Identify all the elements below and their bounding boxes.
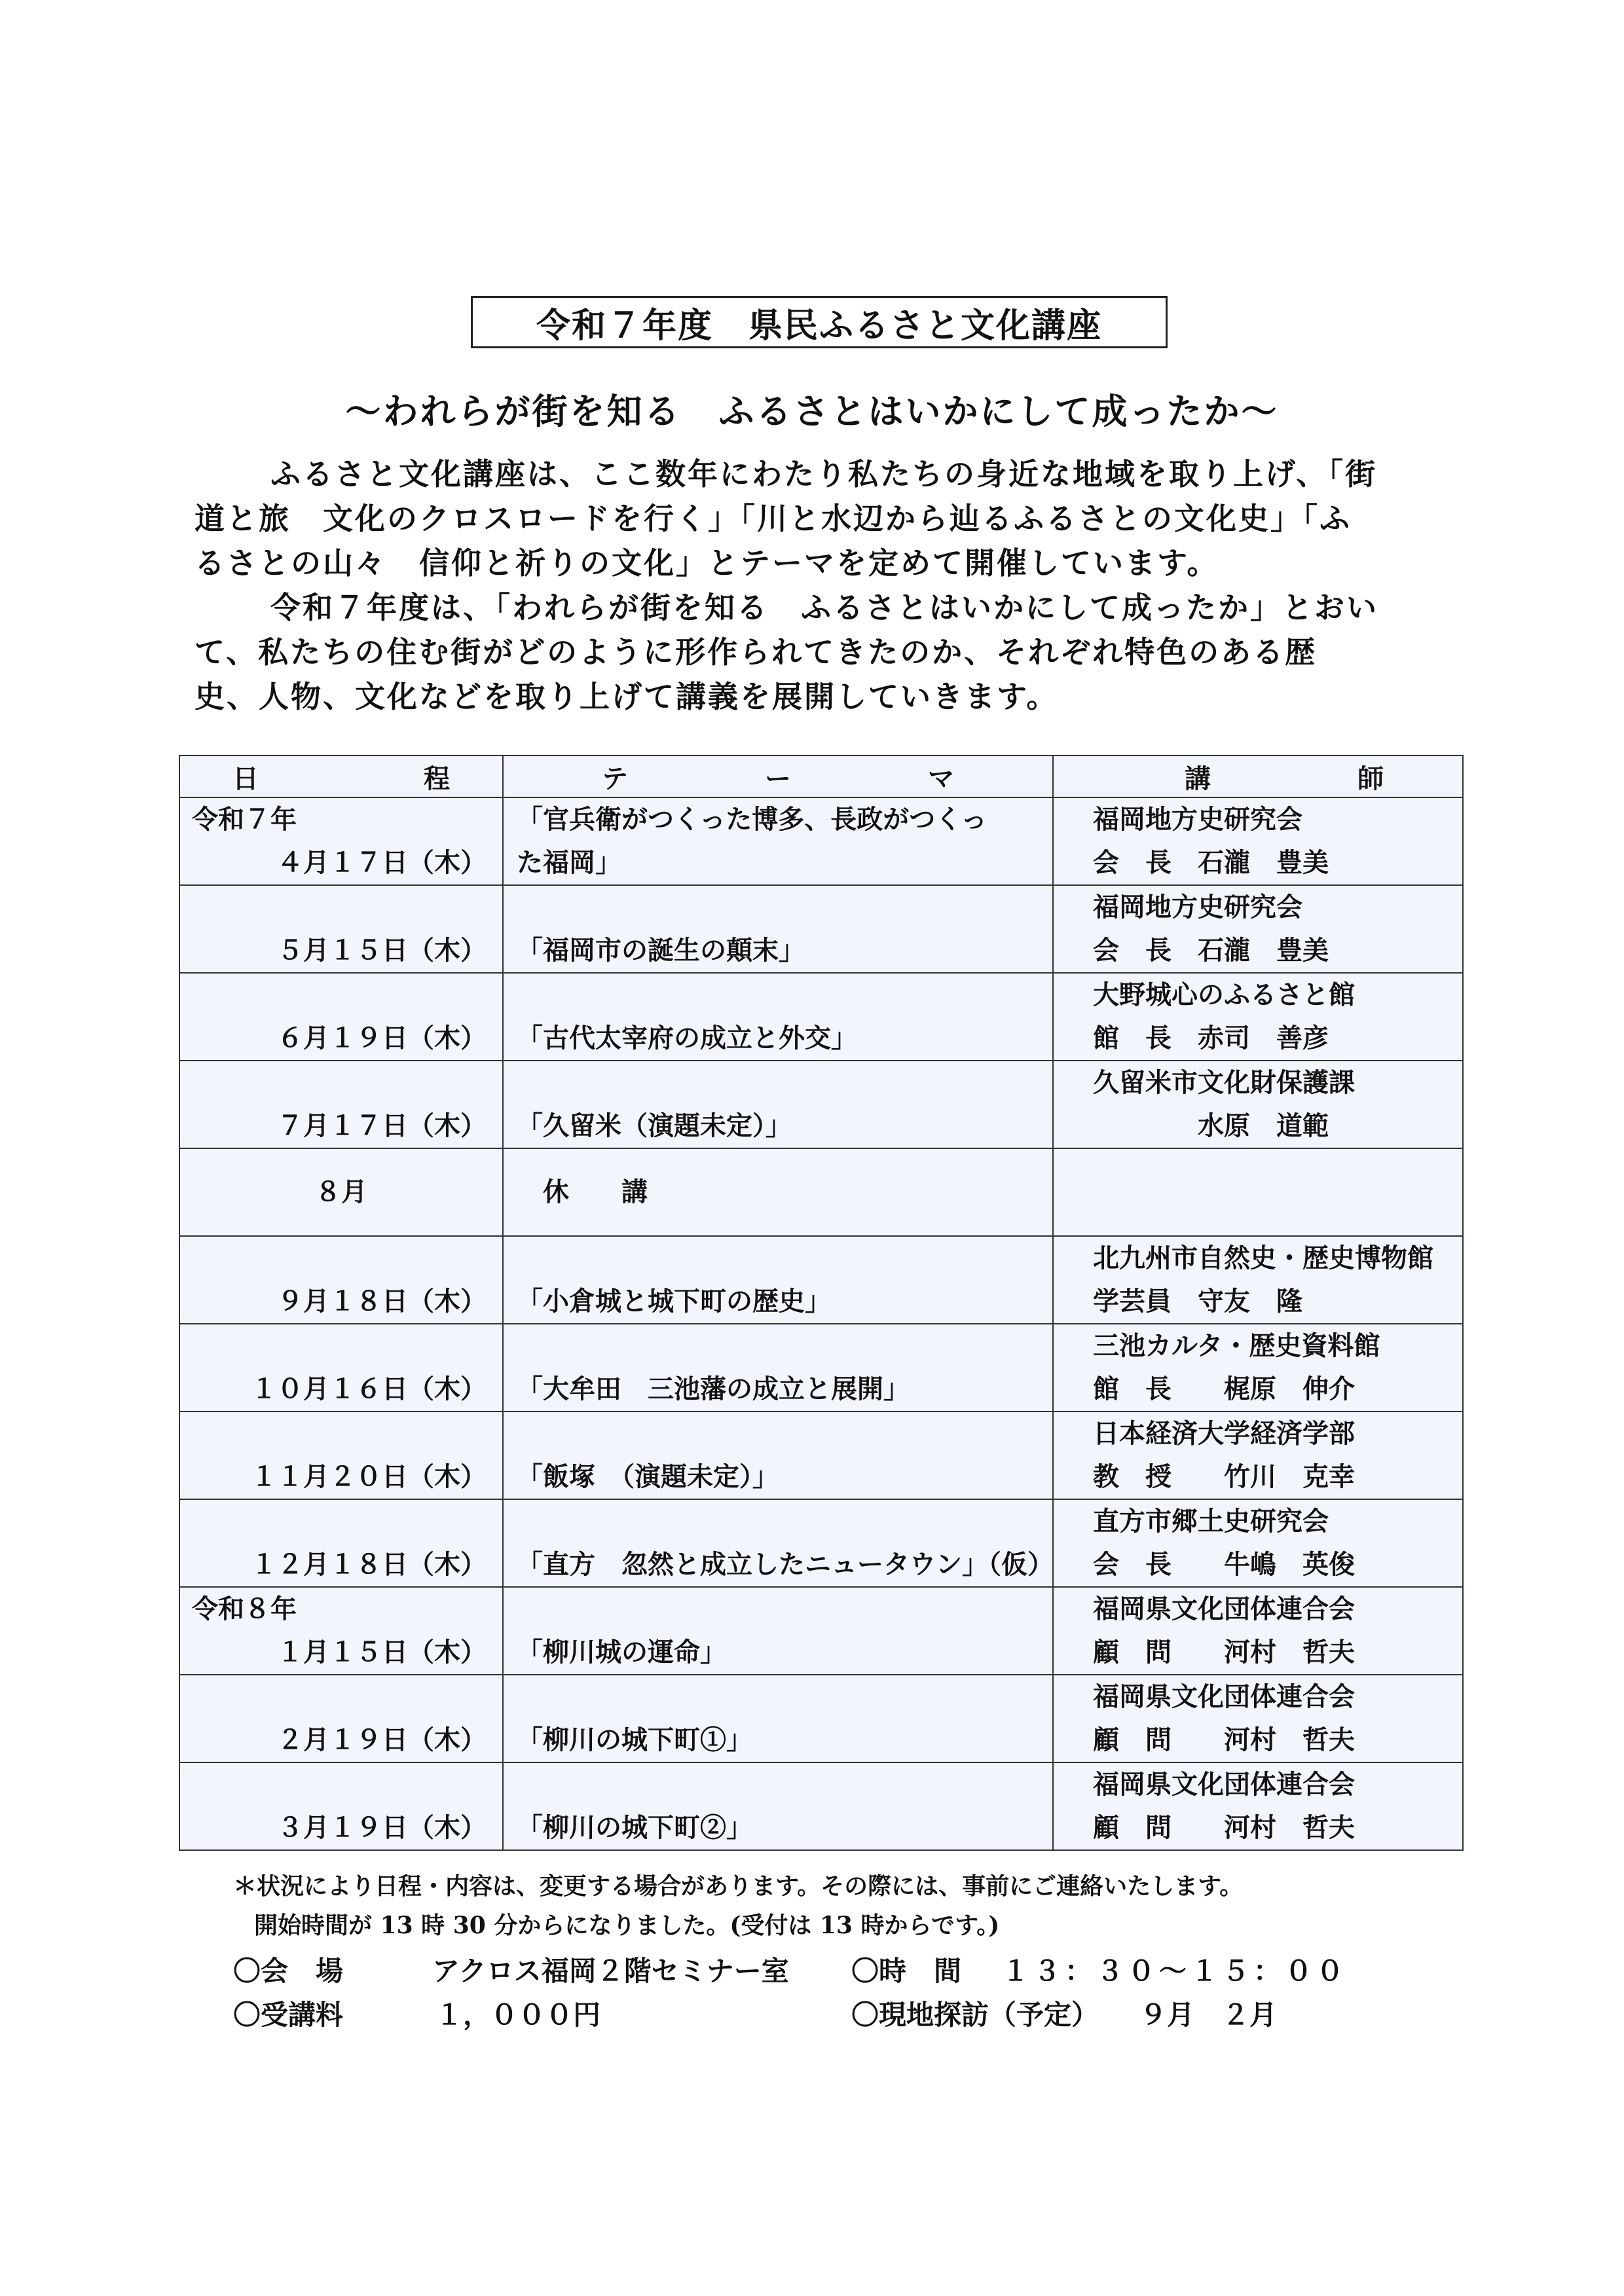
date-cell bbox=[179, 797, 503, 885]
session-year bbox=[180, 974, 502, 1017]
session-date: １０月１６日（木） bbox=[251, 1374, 487, 1404]
table-row bbox=[179, 1148, 1463, 1236]
table-row bbox=[179, 885, 1463, 973]
session-date: １２月１８日（木） bbox=[251, 1549, 487, 1580]
session-theme-line1 bbox=[504, 1412, 1052, 1455]
session-theme: 「柳川の城下町②」 bbox=[517, 1812, 752, 1843]
session-theme: 「飯塚 （演題未定）」 bbox=[517, 1461, 779, 1492]
session-theme: 休 講 bbox=[543, 1176, 648, 1207]
intro-line: 令和７年度は、「われらが街を知る ふるさとはいかにして成ったか」とおい bbox=[270, 590, 1378, 625]
lecturer-organization: 大野城心のふるさと館 bbox=[1093, 979, 1355, 1010]
session-date: ９月１８日（木） bbox=[277, 1286, 487, 1317]
time-label: 〇時 間 bbox=[851, 1955, 962, 1987]
session-year bbox=[180, 1763, 502, 1806]
intro-text bbox=[194, 452, 1411, 719]
venue-label: 〇会 場 bbox=[233, 1955, 344, 1987]
session-date: １月１５日（木） bbox=[277, 1637, 487, 1667]
lecturer-name: 教 授 竹川 克幸 bbox=[1093, 1461, 1355, 1492]
table-row bbox=[179, 973, 1463, 1061]
date-cell bbox=[179, 885, 503, 973]
header-lecturer: 講 師 bbox=[1053, 756, 1463, 797]
lecturer-cell bbox=[1053, 1762, 1463, 1850]
session-year bbox=[180, 1500, 502, 1543]
intro-line: て、私たちの住む街がどのように形作られてきたのか、それぞれ特色のある歴 bbox=[194, 634, 1318, 670]
table-row bbox=[179, 1061, 1463, 1148]
session-year bbox=[180, 1675, 502, 1719]
lecturer-cell bbox=[1053, 1587, 1463, 1675]
session-theme: 「古代太宰府の成立と外交」 bbox=[517, 1023, 857, 1053]
start-time-note: 開始時間が 13 時 30 分からになりました。(受付は 13 時からです。) bbox=[254, 1912, 1000, 1939]
session-theme: 「久留米（演題未定）」 bbox=[517, 1110, 792, 1141]
session-theme: た福岡」 bbox=[517, 847, 621, 878]
lecturer-name: 水原 道範 bbox=[1093, 1110, 1329, 1141]
theme-cell bbox=[503, 885, 1053, 973]
session-year: 令和７年 bbox=[192, 804, 297, 835]
theme-cell bbox=[503, 1587, 1053, 1675]
session-theme-line1 bbox=[504, 886, 1052, 929]
date-cell bbox=[179, 1499, 503, 1587]
session-theme: 「直方 忽然と成立したニュータウン」（仮） bbox=[517, 1549, 1054, 1580]
table-row bbox=[179, 1675, 1463, 1762]
intro-line: るさとの山々 信仰と祈りの文化」とテーマを定めて開催しています。 bbox=[194, 545, 1219, 581]
session-theme-line1 bbox=[504, 1588, 1052, 1631]
date-cell bbox=[179, 1587, 503, 1675]
schedule-change-note: ＊状況により日程・内容は、変更する場合があります。その際には、事前にご連絡いたします。 bbox=[233, 1872, 1244, 1900]
table-row bbox=[179, 797, 1463, 885]
lecturer-cell bbox=[1053, 1499, 1463, 1587]
theme-cell bbox=[503, 1762, 1053, 1850]
document-subtitle: ～われらが街を知る ふるさとはいかにして成ったか～ bbox=[345, 390, 1279, 432]
session-date: ６月１９日（木） bbox=[277, 1023, 487, 1053]
lecturer-organization: 福岡地方史研究会 bbox=[1093, 892, 1302, 922]
session-theme-line1 bbox=[504, 1237, 1052, 1280]
theme-cell bbox=[503, 797, 1053, 885]
session-year bbox=[180, 1237, 502, 1280]
lecturer-cell bbox=[1053, 1324, 1463, 1412]
lecturer-name: 館 長 赤司 善彦 bbox=[1093, 1023, 1329, 1053]
session-theme: 「柳川城の運命」 bbox=[517, 1637, 726, 1667]
lecturer-cell bbox=[1053, 1061, 1463, 1148]
table-row bbox=[179, 1499, 1463, 1587]
session-theme-line1: 「官兵衛がつくった博多、長政がつくっ bbox=[517, 804, 987, 835]
date-cell bbox=[179, 973, 503, 1061]
lecturer-name: 顧 問 河村 哲夫 bbox=[1093, 1637, 1355, 1667]
intro-line: ふるさと文化講座は、ここ数年にわたり私たちの身近な地域を取り上げ、「街 bbox=[270, 456, 1378, 492]
theme-cell bbox=[503, 1412, 1053, 1499]
date-cell bbox=[179, 1762, 503, 1850]
lecturer-organization bbox=[1054, 1149, 1462, 1192]
lecturer-organization: 日本経済大学経済学部 bbox=[1093, 1418, 1355, 1449]
header-theme: テ ー マ bbox=[503, 756, 1053, 797]
lecturer-organization: 直方市郷土史研究会 bbox=[1093, 1506, 1329, 1537]
date-cell bbox=[179, 1148, 503, 1236]
session-theme-line1 bbox=[504, 1500, 1052, 1543]
lecturer-organization: 福岡県文化団体連合会 bbox=[1093, 1769, 1355, 1800]
intro-paragraph-2 bbox=[194, 585, 1411, 719]
lecturer-cell bbox=[1053, 797, 1463, 885]
session-date: ２月１９日（木） bbox=[277, 1724, 487, 1755]
lecturer-name bbox=[1054, 1192, 1462, 1235]
schedule-table bbox=[179, 755, 1464, 1851]
session-year bbox=[180, 1324, 502, 1368]
table-row bbox=[179, 1412, 1463, 1499]
date-cell bbox=[179, 1324, 503, 1412]
session-date: ５月１５日（木） bbox=[277, 935, 487, 966]
visit-label: 〇現地探訪（予定） bbox=[851, 1999, 1099, 2031]
session-theme: 「大牟田 三池藩の成立と展開」 bbox=[517, 1374, 910, 1404]
lecturer-organization: 福岡県文化団体連合会 bbox=[1093, 1681, 1355, 1712]
lecturer-name: 会 長 牛嶋 英俊 bbox=[1093, 1549, 1355, 1580]
table-row bbox=[179, 1236, 1463, 1324]
lecturer-name: 会 長 石瀧 豊美 bbox=[1093, 847, 1329, 878]
theme-cell bbox=[503, 1324, 1053, 1412]
intro-paragraph-1 bbox=[194, 452, 1411, 585]
session-theme-line1 bbox=[504, 1763, 1052, 1806]
theme-cell bbox=[503, 1236, 1053, 1324]
theme-cell bbox=[503, 1148, 1053, 1236]
date-cell bbox=[179, 1412, 503, 1499]
lecturer-cell bbox=[1053, 1412, 1463, 1499]
session-date: ４月１７日（木） bbox=[277, 847, 487, 878]
session-theme-line1 bbox=[504, 1061, 1052, 1104]
theme-cell bbox=[503, 1499, 1053, 1587]
lecturer-cell bbox=[1053, 973, 1463, 1061]
theme-cell bbox=[503, 1675, 1053, 1762]
lecturer-cell bbox=[1053, 1675, 1463, 1762]
session-year bbox=[180, 1412, 502, 1455]
lecturer-organization: 北九州市自然史・歴史博物館 bbox=[1093, 1243, 1433, 1273]
session-theme: 「福岡市の誕生の顛末」 bbox=[517, 935, 805, 966]
lecturer-organization: 福岡県文化団体連合会 bbox=[1093, 1594, 1355, 1624]
session-date: １１月２０日（木） bbox=[251, 1461, 487, 1492]
fee-label: 〇受講料 bbox=[233, 1999, 344, 2031]
date-cell bbox=[179, 1061, 503, 1148]
fee-value: １，０００円 bbox=[435, 1999, 601, 2031]
venue-value: アクロス福岡２階セミナー室 bbox=[432, 1955, 789, 1987]
visit-value: ９月 ２月 bbox=[1139, 1999, 1278, 2031]
header-date: 日 程 bbox=[179, 756, 503, 797]
table-row bbox=[179, 1762, 1463, 1850]
intro-line: 道と旅 文化のクロスロードを行く」「川と水辺から辿るふるさとの文化史」「ふ bbox=[194, 501, 1352, 536]
date-cell bbox=[179, 1236, 503, 1324]
lecturer-organization: 三池カルタ・歴史資料館 bbox=[1093, 1330, 1380, 1361]
table-header-row bbox=[179, 756, 1463, 797]
session-year: 令和８年 bbox=[192, 1594, 297, 1624]
theme-cell bbox=[503, 973, 1053, 1061]
lecturer-organization: 福岡地方史研究会 bbox=[1093, 804, 1302, 835]
session-year bbox=[180, 886, 502, 929]
theme-cell bbox=[503, 1061, 1053, 1148]
lecturer-cell bbox=[1053, 1148, 1463, 1236]
session-year bbox=[180, 1061, 502, 1104]
session-theme-line1 bbox=[504, 974, 1052, 1017]
lecturer-name: 顧 問 河村 哲夫 bbox=[1093, 1724, 1355, 1755]
session-date: ３月１９日（木） bbox=[277, 1812, 487, 1843]
session-theme-line1 bbox=[504, 1324, 1052, 1368]
session-theme-line1 bbox=[504, 1675, 1052, 1719]
date-cell bbox=[179, 1675, 503, 1762]
session-date: ８月 bbox=[315, 1176, 367, 1207]
lecturer-cell bbox=[1053, 885, 1463, 973]
session-date: ７月１７日（木） bbox=[277, 1110, 487, 1141]
document-title: 令和７年度 県民ふるさと文化講座 bbox=[471, 296, 1168, 348]
lecturer-cell bbox=[1053, 1236, 1463, 1324]
session-theme: 「小倉城と城下町の歴史」 bbox=[517, 1286, 831, 1317]
lecturer-name: 顧 問 河村 哲夫 bbox=[1093, 1812, 1355, 1843]
lecturer-name: 学芸員 守友 隆 bbox=[1093, 1286, 1302, 1317]
table-row bbox=[179, 1587, 1463, 1675]
intro-line: 史、人物、文化などを取り上げて講義を展開していきます。 bbox=[194, 679, 1059, 714]
time-value: １３：３０～１５：００ bbox=[1002, 1955, 1348, 1987]
table-row bbox=[179, 1324, 1463, 1412]
lecturer-name: 館 長 梶原 伸介 bbox=[1093, 1374, 1355, 1404]
session-theme: 「柳川の城下町①」 bbox=[517, 1724, 752, 1755]
lecturer-name: 会 長 石瀧 豊美 bbox=[1093, 935, 1329, 966]
lecturer-organization: 久留米市文化財保護課 bbox=[1093, 1067, 1355, 1098]
